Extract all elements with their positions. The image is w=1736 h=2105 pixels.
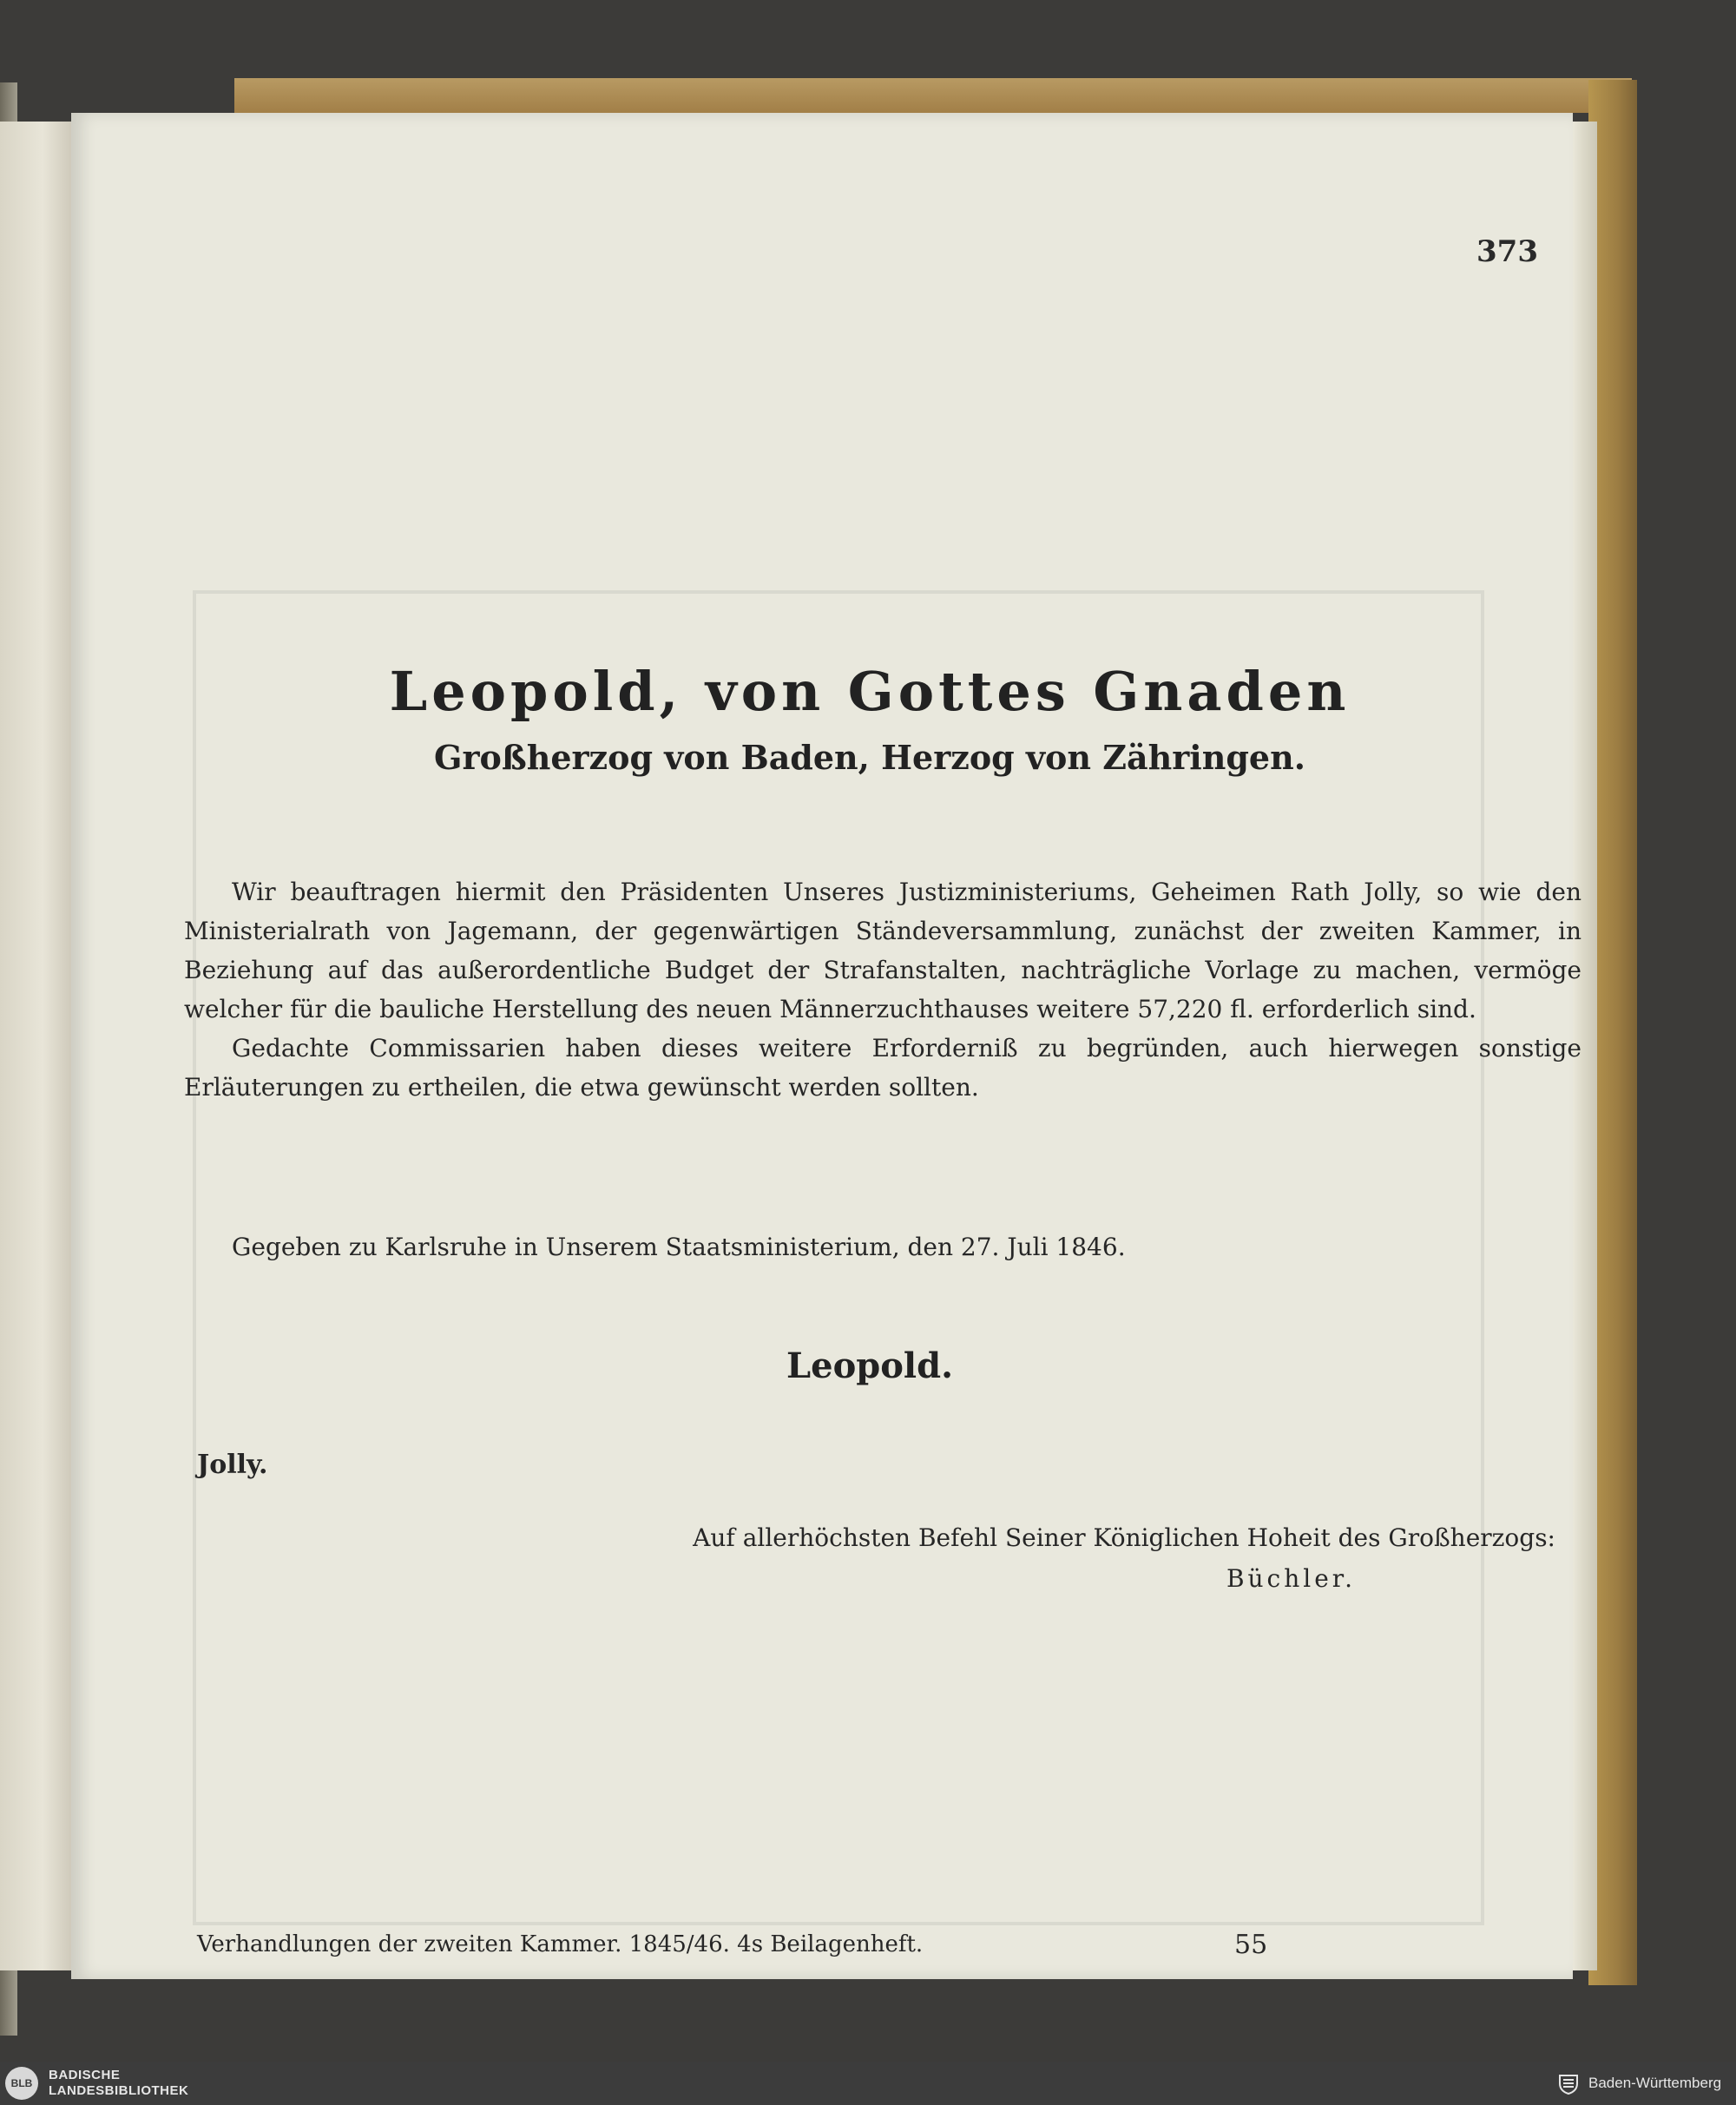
footer-source: Verhandlungen der zweiten Kammer. 1845/46. 4s Beilagenheft. [197,1931,924,1957]
document-page [71,113,1581,1979]
countersignature: Jolly. [197,1450,268,1480]
decree-subheading: Großherzog von Baden, Herzog von Zähringen. [434,738,1305,777]
previous-page-edge [0,122,71,1970]
page-number: 373 [1476,234,1538,269]
library-name-line: LANDESBIBLIOTHEK [49,2083,189,2098]
given-line: Gegeben zu Karlsruhe in Unserem Staatsministerium, den 27. Juli 1846. [232,1233,1126,1261]
library-name[interactable] [49,2068,188,2099]
book-cover-top [234,78,1632,113]
paragraph: Wir beauftragen hiermit den Präsidenten Unseres Justizministeriums, Geheimen Rath Jolly, so wie den Ministerialrath von Jagemann, der gegenwärtigen Ständeversammlung, zunächst der zweiten Kammer, in Beziehung auf das außerordentliche Budget der Strafanstalten, nachträgliche Vorlage zu machen, vermöge welcher für die bauliche Herstellung des neuen Männerzuchthauses weitere 57,220 fl. erforderlich sind. [184,878,1581,1023]
state-name[interactable]: Baden-Württemberg [1588,2075,1722,2091]
signature: Leopold. [786,1345,953,1386]
command-line: Auf allerhöchsten Befehl Seiner Königlichen Hoheit des Großherzogs: [693,1523,1555,1552]
decree-heading: Leopold, von Gottes Gnaden [389,660,1351,723]
footer-sheet-number: 55 [1234,1930,1268,1960]
decree-body [184,872,1581,1107]
blb-logo-icon[interactable]: BLB [5,2067,38,2100]
paragraph: Gedachte Commissarien haben dieses weitere Erforderniß zu begründen, auch hierwegen sonstige Erläuterungen zu ertheilen, die etwa gewünscht werden sollten. [184,1034,1581,1102]
secretary-name: Büchler. [1226,1564,1356,1593]
library-name-line: BADISCHE [49,2068,121,2082]
coat-of-arms-icon[interactable] [1557,2072,1580,2095]
library-footer-bar [0,2062,1736,2105]
